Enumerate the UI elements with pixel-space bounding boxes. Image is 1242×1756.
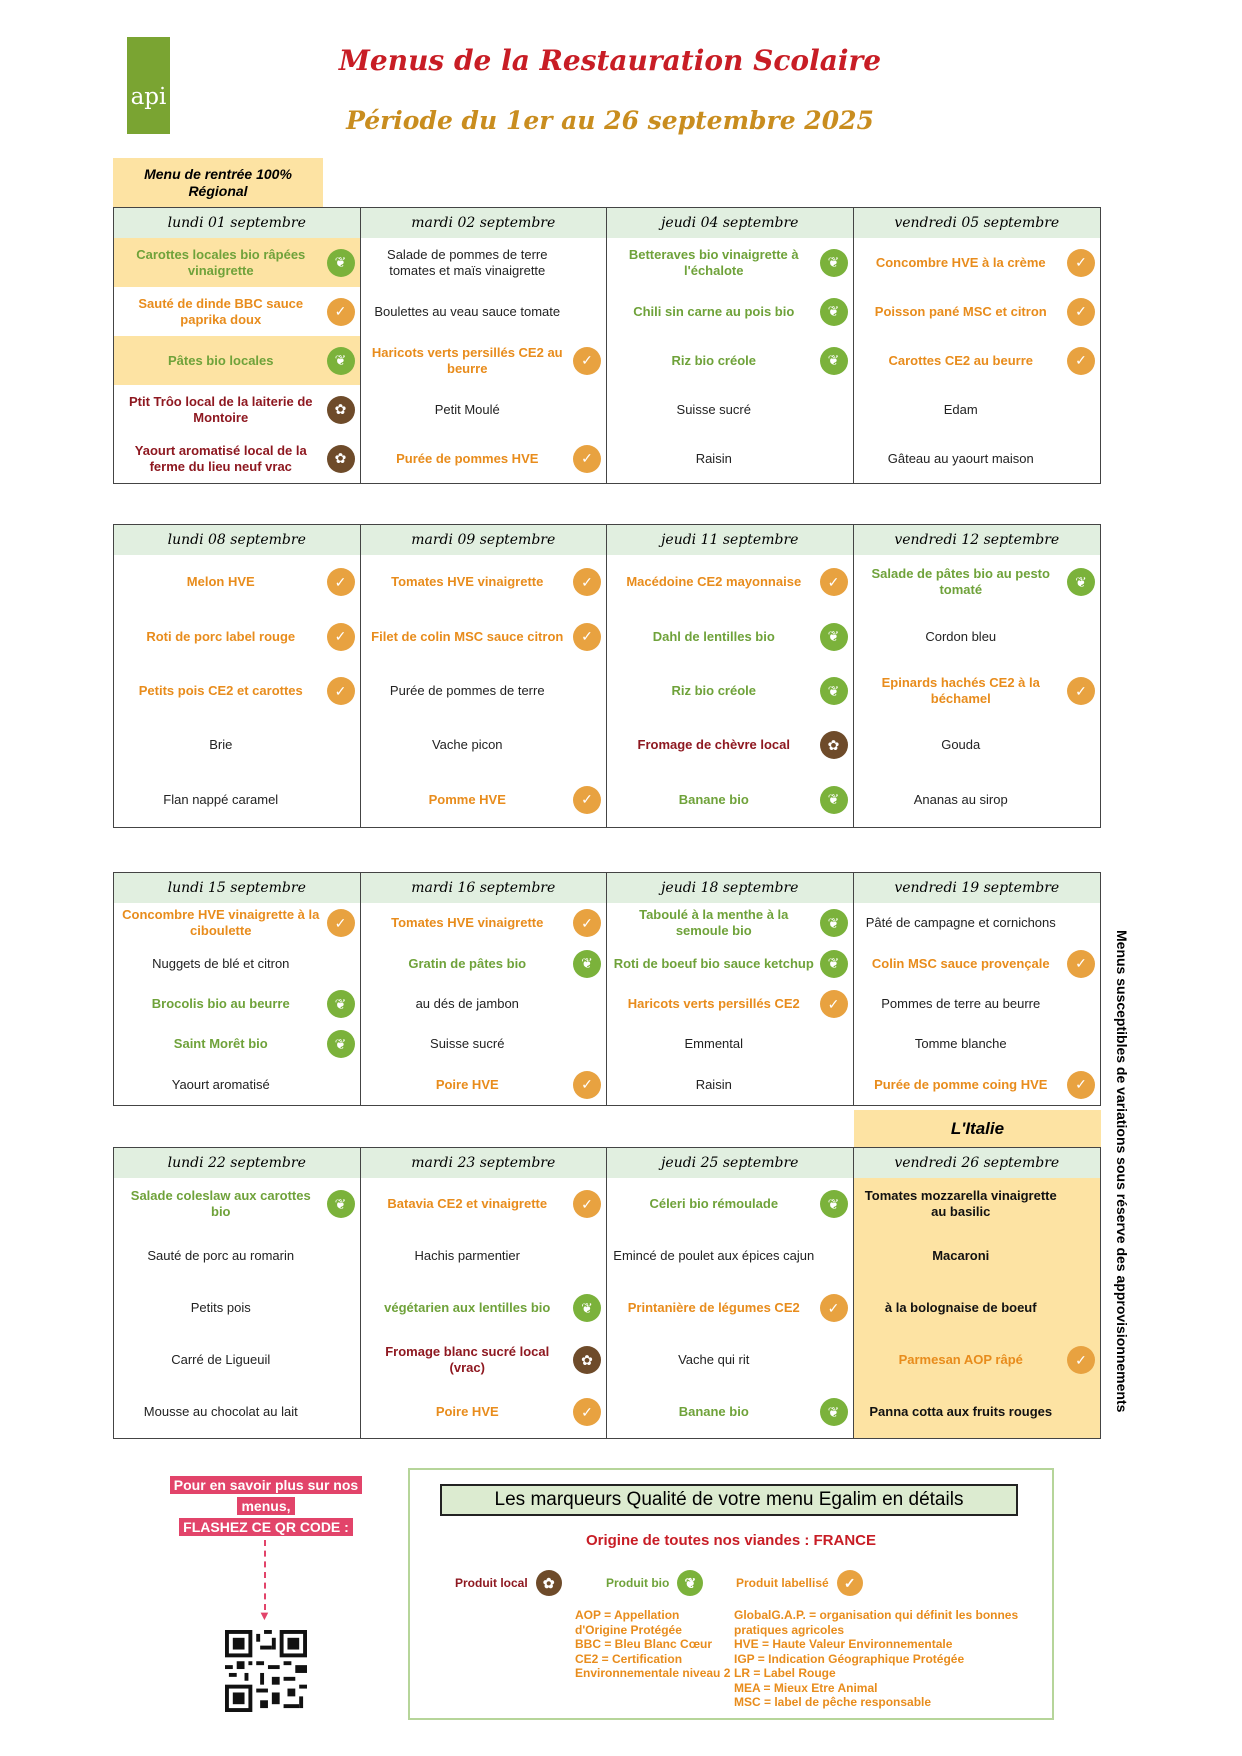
- menu-item: [607, 1230, 853, 1282]
- day-header: vendredi 19 septembre: [854, 873, 1101, 903]
- menu-item: [361, 434, 607, 483]
- abbreviation-line: pratiques agricoles: [734, 1622, 845, 1637]
- legend-box: [408, 1468, 1054, 1720]
- period-subtitle: Période du 1er au 26 septembre 2025: [346, 106, 874, 135]
- day-column: [114, 873, 361, 1105]
- menu-item-text: Pommes de terre au beurre: [881, 996, 1041, 1012]
- side-note: Menus susceptibles de variations sous réserve des approvisionnements: [1114, 930, 1130, 1413]
- award-icon: ✓: [573, 623, 601, 651]
- menu-item-text: Roti de porc label rouge: [146, 628, 296, 644]
- menu-item-text: Concombre HVE à la crème: [875, 254, 1046, 270]
- menu-item: [854, 984, 1101, 1024]
- day-column: [114, 1148, 361, 1438]
- menu-item-text: Salade de pâtes bio au pesto tomaté: [871, 566, 1050, 598]
- menu-item-text: Brie: [209, 737, 233, 753]
- menu-item: [607, 984, 853, 1024]
- leaf-icon: ❦: [820, 623, 848, 651]
- menu-item: [114, 1065, 360, 1105]
- day-column: [854, 208, 1101, 483]
- abbr-right: [734, 1608, 1018, 1710]
- day-header: jeudi 04 septembre: [607, 208, 853, 238]
- api-logo: api: [127, 37, 170, 134]
- qr-code[interactable]: [225, 1630, 307, 1712]
- leaf-icon: ❦: [573, 1294, 601, 1322]
- menu-item: [607, 609, 853, 663]
- menu-item-text: Riz bio créole: [671, 352, 757, 368]
- menu-item-text: Purée de pomme coing HVE: [874, 1076, 1048, 1092]
- menu-item-text: Pâtes bio locales: [168, 352, 274, 368]
- local-product-icon: ✿: [820, 731, 848, 759]
- menu-item-text: Ananas au sirop: [913, 791, 1008, 807]
- menu-item-text: Salade coleslaw aux carottes bio: [130, 1188, 311, 1219]
- award-icon: ✓: [820, 1294, 848, 1322]
- menu-item: [854, 555, 1101, 609]
- menu-item-text: Tomates HVE vinaigrette: [391, 915, 544, 931]
- day-header: mardi 09 septembre: [361, 525, 607, 555]
- menu-item: [607, 664, 853, 718]
- menu-item: [854, 664, 1101, 718]
- menu-item: [361, 1282, 607, 1334]
- menu-item: [114, 555, 360, 609]
- menu-item: [854, 903, 1101, 943]
- qr-callout: Pour en savoir plus sur nos menus, FLASHEZ CE QR CODE :: [148, 1475, 384, 1538]
- leaf-icon: ❦: [327, 249, 355, 277]
- menu-item-text: Raisin: [695, 1076, 732, 1092]
- day-header: lundi 01 septembre: [114, 208, 360, 238]
- menu-item-text: Purée de pommes HVE: [396, 450, 539, 466]
- award-icon: ✓: [1067, 677, 1095, 705]
- menu-item-text: Dahl de lentilles bio: [652, 628, 775, 644]
- award-icon: ✓: [327, 568, 355, 596]
- menu-item: [607, 385, 853, 434]
- menu-item-text: Colin MSC sauce provençale: [871, 955, 1050, 971]
- menu-item: [854, 434, 1101, 483]
- award-icon: ✓: [573, 347, 601, 375]
- award-icon: ✓: [573, 1071, 601, 1099]
- menu-item: [607, 238, 853, 287]
- legend-origin: Origine de toutes nos viandes : FRANCE: [585, 1532, 877, 1549]
- leaf-icon: ❦: [327, 990, 355, 1018]
- menu-item-text: Céleri bio rémoulade: [649, 1196, 779, 1211]
- abbreviation-line: IGP = Indication Géographique Protégée: [734, 1651, 965, 1666]
- day-header: jeudi 18 septembre: [607, 873, 853, 903]
- award-icon: ✓: [1067, 347, 1095, 375]
- menu-item: [607, 1282, 853, 1334]
- award-icon: ✓: [327, 298, 355, 326]
- menu-item-text: Gâteau au yaourt maison: [887, 450, 1034, 466]
- menu-item: [607, 943, 853, 983]
- leaf-icon: ❦: [327, 1030, 355, 1058]
- italie-banner: L'Italie: [854, 1110, 1101, 1147]
- menu-item: [361, 903, 607, 943]
- menu-item: [854, 238, 1101, 287]
- menu-item-text: Vache qui rit: [678, 1352, 750, 1367]
- day-header: vendredi 26 septembre: [854, 1148, 1101, 1178]
- menu-item-text: Parmesan AOP râpé: [898, 1352, 1023, 1367]
- award-icon: ✓: [573, 909, 601, 937]
- menu-item-text: Betteraves bio vinaigrette à l'échalote: [628, 246, 799, 278]
- menu-item: [854, 336, 1101, 385]
- week-table: [113, 207, 1101, 484]
- award-icon: ✓: [573, 786, 601, 814]
- day-header: mardi 16 septembre: [361, 873, 607, 903]
- menu-item: [607, 773, 853, 827]
- leaf-icon: ❦: [820, 1190, 848, 1218]
- award-icon: ✓: [820, 568, 848, 596]
- day-column: [361, 525, 608, 827]
- menu-item-text: Flan nappé caramel: [163, 791, 279, 807]
- day-header: mardi 02 septembre: [361, 208, 607, 238]
- menu-item: [854, 1334, 1101, 1386]
- award-icon: ✓: [1067, 249, 1095, 277]
- day-column: [114, 208, 361, 483]
- menu-item-text: Salade de pommes de terre tomates et maïs vinaigrette: [387, 246, 548, 278]
- menu-item: [607, 434, 853, 483]
- menu-item-text: Raisin: [695, 450, 732, 466]
- menu-item-text: Carottes CE2 au beurre: [888, 352, 1033, 368]
- menu-item-text: Epinards hachés CE2 à la béchamel: [881, 675, 1040, 707]
- day-column: [607, 525, 854, 827]
- menu-item-text: Sauté de porc au romarin: [147, 1248, 295, 1263]
- menu-item: [114, 1282, 360, 1334]
- award-icon: ✓: [820, 990, 848, 1018]
- menu-item-text: Yaourt aromatisé local de la ferme du lieu neuf vrac: [134, 442, 307, 474]
- rentree-banner: Menu de rentrée 100% Régional: [113, 158, 323, 208]
- menu-item-text: Pâté de campagne et cornichons: [865, 915, 1056, 931]
- menu-item: [361, 238, 607, 287]
- award-icon: ✓: [1067, 950, 1095, 978]
- menu-item: [854, 1024, 1101, 1064]
- menu-item-text: Pomme HVE: [428, 791, 506, 807]
- leaf-icon: ❦: [820, 1398, 848, 1426]
- award-icon: ✓: [837, 1570, 863, 1596]
- abbreviation-line: BBC = Bleu Blanc Cœur: [575, 1637, 713, 1651]
- menu-item: [607, 1386, 853, 1438]
- menu-item: [361, 1230, 607, 1282]
- award-icon: ✓: [327, 623, 355, 651]
- menu-item: [114, 336, 360, 385]
- menu-item-text: Tomates HVE vinaigrette: [391, 574, 544, 590]
- menu-item: [607, 1024, 853, 1064]
- abbreviation-line: GlobalG.A.P. = organisation qui définit les bonnes: [734, 1608, 1019, 1622]
- menu-item-text: Macaroni: [932, 1248, 990, 1263]
- menu-item: [114, 773, 360, 827]
- menu-item: [854, 1230, 1101, 1282]
- menu-item-text: Suisse sucré: [430, 1036, 505, 1052]
- menu-item: [114, 609, 360, 663]
- award-icon: ✓: [573, 1190, 601, 1218]
- menu-item-text: au dés de jambon: [415, 996, 519, 1012]
- menu-item: [607, 1334, 853, 1386]
- award-icon: ✓: [573, 445, 601, 473]
- menu-item: [114, 385, 360, 434]
- legend-bio: Produit bio ❦: [606, 1570, 703, 1596]
- menu-item-text: Mousse au chocolat au lait: [143, 1404, 298, 1419]
- menu-item: [114, 1334, 360, 1386]
- day-column: [361, 1148, 608, 1438]
- menu-item-text: Petit Moulé: [434, 401, 500, 417]
- day-header: jeudi 25 septembre: [607, 1148, 853, 1178]
- leaf-icon: ❦: [820, 909, 848, 937]
- leaf-icon: ❦: [1067, 568, 1095, 596]
- menu-item: [361, 1334, 607, 1386]
- menu-item: [114, 664, 360, 718]
- week-table: [113, 524, 1101, 828]
- menu-item-text: Chili sin carne au pois bio: [633, 303, 795, 319]
- menu-item-text: Haricots verts persillés CE2 au beurre: [371, 344, 563, 376]
- menu-item-text: Saint Morêt bio: [173, 1036, 268, 1052]
- abbreviation-line: MSC = label de pêche responsable: [734, 1695, 932, 1709]
- menu-item-text: Haricots verts persillés CE2: [627, 996, 800, 1012]
- menu-item-text: Poire HVE: [435, 1404, 499, 1419]
- menu-item-text: Melon HVE: [186, 574, 255, 590]
- menu-item: [361, 1024, 607, 1064]
- menu-item: [361, 385, 607, 434]
- abbr-left: [575, 1608, 730, 1681]
- menu-item-text: Batavia CE2 et vinaigrette: [387, 1196, 548, 1211]
- menu-item: [114, 434, 360, 483]
- menu-item: [607, 903, 853, 943]
- menu-item: [114, 287, 360, 336]
- qr-arrow: [264, 1540, 266, 1610]
- menu-item: [114, 1386, 360, 1438]
- menu-item-text: Hachis parmentier: [414, 1248, 520, 1263]
- menu-item: [854, 943, 1101, 983]
- menu-item: [607, 555, 853, 609]
- leaf-icon: ❦: [820, 249, 848, 277]
- menu-item-text: Banane bio: [678, 791, 749, 807]
- local-product-icon: ✿: [327, 396, 355, 424]
- legend-title: Les marqueurs Qualité de votre menu Egalim en détails: [440, 1484, 1018, 1516]
- award-icon: ✓: [1067, 1346, 1095, 1374]
- award-icon: ✓: [1067, 1071, 1095, 1099]
- menu-item-text: Macédoine CE2 mayonnaise: [626, 574, 802, 590]
- day-column: [854, 1148, 1101, 1438]
- abbreviation-line: AOP = Appellation: [575, 1608, 680, 1622]
- day-column: [361, 208, 608, 483]
- menu-item-text: Suisse sucré: [676, 401, 751, 417]
- menu-item-text: Poisson pané MSC et citron: [874, 303, 1047, 319]
- menu-item-text: Boulettes au veau sauce tomate: [374, 303, 561, 319]
- menu-item: [361, 664, 607, 718]
- leaf-icon: ❦: [820, 786, 848, 814]
- arrow-head-icon: ▼: [258, 1608, 271, 1623]
- menu-item: [361, 336, 607, 385]
- menu-item-text: Riz bio créole: [671, 683, 757, 699]
- menu-item: [114, 718, 360, 772]
- award-icon: ✓: [327, 677, 355, 705]
- day-header: mardi 23 septembre: [361, 1148, 607, 1178]
- day-column: [114, 525, 361, 827]
- menu-item: [607, 287, 853, 336]
- menu-item-text: Filet de colin MSC sauce citron: [371, 628, 564, 644]
- menu-item: [361, 287, 607, 336]
- day-header: lundi 08 septembre: [114, 525, 360, 555]
- menu-item-text: Carottes locales bio râpées vinaigrette: [136, 246, 306, 278]
- day-header: jeudi 11 septembre: [607, 525, 853, 555]
- menu-item: [114, 984, 360, 1024]
- menu-item-text: Gratin de pâtes bio: [408, 955, 527, 971]
- menu-item-text: Emmental: [684, 1036, 744, 1052]
- menu-item-text: Panna cotta aux fruits rouges: [869, 1404, 1053, 1419]
- menu-item-text: Petits pois CE2 et carottes: [138, 683, 303, 699]
- menu-item-text: Taboulé à la menthe à la semoule bio: [639, 907, 789, 939]
- leaf-icon: ❦: [573, 950, 601, 978]
- menu-item-text: Concombre HVE vinaigrette à la ciboulette: [122, 907, 320, 939]
- abbreviation-line: HVE = Haute Valeur Environnementale: [734, 1637, 953, 1651]
- page-title: Menus de la Restauration Scolaire: [338, 44, 882, 77]
- menu-item-text: Brocolis bio au beurre: [151, 996, 290, 1012]
- menu-item-text: à la bolognaise de boeuf: [884, 1300, 1037, 1315]
- local-product-icon: ✿: [536, 1570, 562, 1596]
- menu-item-text: Ptit Trôo local de la laiterie de Montoire: [129, 393, 313, 425]
- menu-item: [361, 1386, 607, 1438]
- menu-item-text: Tomme blanche: [914, 1036, 1007, 1052]
- day-column: [854, 525, 1101, 827]
- menu-item: [854, 609, 1101, 663]
- local-product-icon: ✿: [573, 1346, 601, 1374]
- award-icon: ✓: [1067, 298, 1095, 326]
- day-column: [607, 1148, 854, 1438]
- award-icon: ✓: [573, 1398, 601, 1426]
- menu-item: [114, 1024, 360, 1064]
- menu-item-text: Emincé de poulet aux épices cajun: [613, 1248, 815, 1263]
- menu-item: [114, 1178, 360, 1230]
- leaf-icon: ❦: [677, 1570, 703, 1596]
- menu-item: [361, 1178, 607, 1230]
- menu-item: [361, 773, 607, 827]
- award-icon: ✓: [327, 909, 355, 937]
- abbreviation-line: d'Origine Protégée: [575, 1622, 682, 1637]
- week-table: [113, 872, 1101, 1106]
- leaf-icon: ❦: [820, 950, 848, 978]
- menu-item: [361, 943, 607, 983]
- menu-item-text: Purée de pommes de terre: [389, 683, 545, 699]
- menu-item-text: Roti de boeuf bio sauce ketchup: [613, 955, 814, 971]
- menu-item: [607, 718, 853, 772]
- abbreviation-line: CE2 = Certification: [575, 1651, 683, 1666]
- menu-item: [361, 718, 607, 772]
- menu-item: [607, 336, 853, 385]
- menu-item-text: Tomates mozzarella vinaigrette au basilic: [864, 1188, 1057, 1219]
- legend-label: Produit labellisé ✓: [736, 1570, 863, 1596]
- menu-item: [854, 1282, 1101, 1334]
- leaf-icon: ❦: [327, 347, 355, 375]
- leaf-icon: ❦: [820, 298, 848, 326]
- menu-item: [607, 1178, 853, 1230]
- local-product-icon: ✿: [327, 445, 355, 473]
- abbreviation-line: Environnementale niveau 2: [575, 1666, 731, 1680]
- menu-item-text: Poire HVE: [435, 1076, 499, 1092]
- menu-item: [854, 1178, 1101, 1230]
- menu-item-text: Carré de Ligueuil: [171, 1352, 271, 1367]
- menu-item: [854, 385, 1101, 434]
- menu-item-text: Banane bio: [678, 1404, 749, 1419]
- menu-item-text: végétarien aux lentilles bio: [384, 1300, 551, 1315]
- menu-item: [854, 1386, 1101, 1438]
- menu-item: [361, 1065, 607, 1105]
- menu-item: [114, 1230, 360, 1282]
- menu-item: [854, 1065, 1101, 1105]
- leaf-icon: ❦: [820, 347, 848, 375]
- menu-item-text: Printanière de légumes CE2: [627, 1300, 800, 1315]
- abbreviation-line: MEA = Mieux Etre Animal: [734, 1680, 878, 1695]
- menu-item: [854, 773, 1101, 827]
- menu-item-text: Vache picon: [431, 737, 503, 753]
- day-header: lundi 22 septembre: [114, 1148, 360, 1178]
- menu-item: [114, 943, 360, 983]
- menu-item: [854, 287, 1101, 336]
- day-column: [607, 873, 854, 1105]
- leaf-icon: ❦: [820, 677, 848, 705]
- menu-item: [361, 609, 607, 663]
- menu-item-text: Nuggets de blé et citron: [152, 955, 290, 971]
- menu-item-text: Gouda: [941, 737, 981, 753]
- abbreviation-line: LR = Label Rouge: [734, 1666, 836, 1680]
- day-column: [361, 873, 608, 1105]
- menu-item: [854, 718, 1101, 772]
- menu-item: [361, 984, 607, 1024]
- menu-item: [607, 1065, 853, 1105]
- day-header: vendredi 12 septembre: [854, 525, 1101, 555]
- day-header: vendredi 05 septembre: [854, 208, 1101, 238]
- menu-item-text: Fromage de chèvre local: [637, 737, 790, 753]
- day-header: lundi 15 septembre: [114, 873, 360, 903]
- leaf-icon: ❦: [327, 1190, 355, 1218]
- menu-item-text: Yaourt aromatisé: [171, 1076, 270, 1092]
- legend-local: Produit local ✿: [455, 1570, 562, 1596]
- award-icon: ✓: [573, 568, 601, 596]
- menu-item-text: Cordon bleu: [925, 628, 997, 644]
- day-column: [607, 208, 854, 483]
- week-table: [113, 1147, 1101, 1439]
- menu-item: [361, 555, 607, 609]
- menu-item-text: Petits pois: [190, 1300, 251, 1315]
- menu-item-text: Fromage blanc sucré local (vrac): [385, 1344, 550, 1375]
- menu-item-text: Edam: [943, 401, 978, 417]
- menu-item: [114, 238, 360, 287]
- day-column: [854, 873, 1101, 1105]
- menu-item-text: Sauté de dinde BBC sauce paprika doux: [138, 295, 304, 327]
- menu-item: [114, 903, 360, 943]
